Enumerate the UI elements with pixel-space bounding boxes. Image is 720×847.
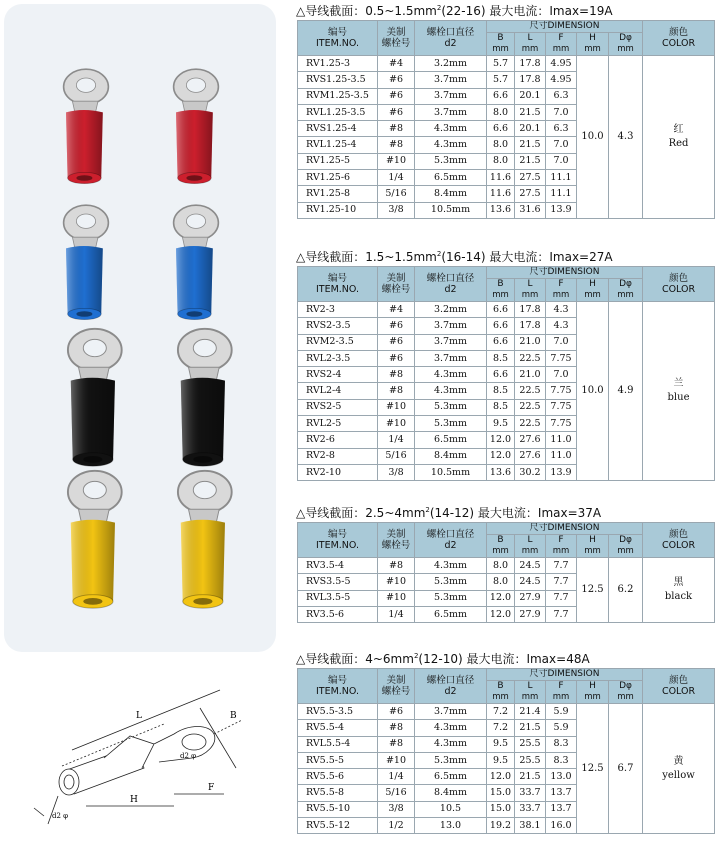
l-value: 21.5 xyxy=(515,137,546,153)
d2-value: 6.5mm xyxy=(415,606,487,622)
blue-terminals-2 xyxy=(152,202,232,322)
f-value: 7.0 xyxy=(546,153,577,169)
header-stud: 美制 螺栓号 xyxy=(378,669,415,704)
b-value: 12.0 xyxy=(487,606,515,622)
title-sup: 2 xyxy=(425,506,430,514)
item-no: RVL2-5 xyxy=(298,416,378,432)
title-prefix: △导线截面：4~6mm xyxy=(296,652,414,666)
b-value: 9.5 xyxy=(487,752,515,768)
title-suffix: (12-10) 最大电流：Imax=48A xyxy=(418,652,590,666)
stud-size: #4 xyxy=(378,302,415,318)
d2-value: 5.3mm xyxy=(415,752,487,768)
item-no: RV2-10 xyxy=(298,464,378,480)
d2-value: 10.5mm xyxy=(415,202,487,218)
b-value: 7.2 xyxy=(487,704,515,720)
f-value: 13.7 xyxy=(546,801,577,817)
d2-value: 3.7mm xyxy=(415,72,487,88)
b-value: 13.6 xyxy=(487,464,515,480)
item-no: RV1.25-6 xyxy=(298,170,378,186)
header-l: L mm xyxy=(515,279,546,302)
title-sup: 2 xyxy=(436,4,442,12)
h-value: 12.5 xyxy=(577,704,609,834)
stud-size: 5/16 xyxy=(378,448,415,464)
stud-size: 3/8 xyxy=(378,202,415,218)
d2-value: 4.3mm xyxy=(415,121,487,137)
d2-value: 10.5mm xyxy=(415,464,487,480)
f-value: 4.3 xyxy=(546,318,577,334)
b-value: 6.6 xyxy=(487,88,515,104)
d-value: 6.7 xyxy=(609,704,643,834)
item-no: RV1.25-5 xyxy=(298,153,378,169)
f-value: 13.7 xyxy=(546,785,577,801)
b-value: 6.6 xyxy=(487,367,515,383)
stud-size: #6 xyxy=(378,88,415,104)
section-title xyxy=(296,248,613,265)
b-value: 6.6 xyxy=(487,318,515,334)
stud-size: #10 xyxy=(378,574,415,590)
color-cell xyxy=(643,56,715,219)
header-item: 编号 ITEM.NO. xyxy=(298,523,378,558)
header-h: H mm xyxy=(577,279,609,302)
item-no: RVM1.25-3.5 xyxy=(298,88,378,104)
b-value: 15.0 xyxy=(487,801,515,817)
d2-value: 3.2mm xyxy=(415,56,487,72)
item-no: RVL2-3.5 xyxy=(298,350,378,366)
d2-value: 3.7mm xyxy=(415,318,487,334)
f-value: 11.1 xyxy=(546,186,577,202)
header-l: L mm xyxy=(515,535,546,558)
item-no: RV3.5-6 xyxy=(298,606,378,622)
f-value: 7.0 xyxy=(546,367,577,383)
spec-table xyxy=(297,266,715,481)
header-item: 编号 ITEM.NO. xyxy=(298,669,378,704)
item-no: RV1.25-8 xyxy=(298,186,378,202)
f-value: 7.0 xyxy=(546,137,577,153)
stud-size: #6 xyxy=(378,704,415,720)
color-cell xyxy=(643,558,715,623)
stud-size: #10 xyxy=(378,590,415,606)
l-value: 21.5 xyxy=(515,104,546,120)
f-value: 7.75 xyxy=(546,383,577,399)
blue-terminals-1 xyxy=(42,202,122,322)
title-prefix: △导线截面：2.5~4mm xyxy=(296,506,426,520)
b-value: 8.5 xyxy=(487,383,515,399)
header-f: F mm xyxy=(546,33,577,56)
f-value: 5.9 xyxy=(546,704,577,720)
f-value: 7.75 xyxy=(546,350,577,366)
section-title xyxy=(296,2,613,19)
yellow-terminals-2 xyxy=(152,464,248,614)
title-prefix: △导线截面：1.5~1.5mm xyxy=(296,250,437,264)
table-row xyxy=(298,302,715,318)
stud-size: #10 xyxy=(378,416,415,432)
dimension-diagram xyxy=(4,676,276,842)
stud-size: 1/4 xyxy=(378,606,415,622)
b-value: 8.0 xyxy=(487,104,515,120)
title-suffix: (22-16) 最大电流：Imax=19A xyxy=(441,4,613,18)
header-d2: 螺栓口直径 d2 xyxy=(415,523,487,558)
header-d2: 螺栓口直径 d2 xyxy=(415,267,487,302)
item-no: RV5.5-5 xyxy=(298,752,378,768)
header-color: 颜色 COLOR xyxy=(643,523,715,558)
header-dphi: Dφ mm xyxy=(609,681,643,704)
l-value: 22.5 xyxy=(515,416,546,432)
f-value: 7.7 xyxy=(546,590,577,606)
l-value: 38.1 xyxy=(515,818,546,834)
l-value: 21.5 xyxy=(515,720,546,736)
b-value: 6.6 xyxy=(487,334,515,350)
item-no: RVS2-3.5 xyxy=(298,318,378,334)
color-cell xyxy=(643,704,715,834)
header-dimension: 尺寸DIMENSION xyxy=(487,523,643,535)
l-value: 24.5 xyxy=(515,574,546,590)
d-value: 4.3 xyxy=(609,56,643,219)
color-en: yellow xyxy=(662,769,695,781)
black-terminals-2 xyxy=(152,322,248,472)
product-photo-panel xyxy=(4,4,276,652)
item-no: RV5.5-12 xyxy=(298,818,378,834)
table-row xyxy=(298,558,715,574)
b-value: 12.0 xyxy=(487,432,515,448)
stud-size: 1/4 xyxy=(378,769,415,785)
f-value: 11.0 xyxy=(546,432,577,448)
stud-size: 3/8 xyxy=(378,801,415,817)
l-value: 25.5 xyxy=(515,752,546,768)
d2-value: 10.5 xyxy=(415,801,487,817)
f-value: 11.1 xyxy=(546,170,577,186)
title-prefix: △导线截面：0.5~1.5mm xyxy=(296,4,437,18)
f-value: 7.0 xyxy=(546,104,577,120)
header-d2: 螺栓口直径 d2 xyxy=(415,21,487,56)
stud-size: #10 xyxy=(378,153,415,169)
header-item: 编号 ITEM.NO. xyxy=(298,21,378,56)
b-value: 8.0 xyxy=(487,558,515,574)
item-no: RV5.5-8 xyxy=(298,785,378,801)
label-h: H xyxy=(130,795,138,805)
header-color: 颜色 COLOR xyxy=(643,267,715,302)
red-terminals-2 xyxy=(152,66,232,186)
f-value: 11.0 xyxy=(546,448,577,464)
d2-value: 3.7mm xyxy=(415,704,487,720)
b-value: 9.5 xyxy=(487,416,515,432)
f-value: 4.95 xyxy=(546,72,577,88)
f-value: 7.7 xyxy=(546,606,577,622)
title-sup: 2 xyxy=(436,250,442,258)
b-value: 8.0 xyxy=(487,137,515,153)
l-value: 24.5 xyxy=(515,558,546,574)
label-f: F xyxy=(208,783,215,793)
l-value: 21.4 xyxy=(515,704,546,720)
table-row xyxy=(298,704,715,720)
f-value: 13.9 xyxy=(546,464,577,480)
stud-size: #8 xyxy=(378,121,415,137)
stud-size: #6 xyxy=(378,334,415,350)
header-dphi: Dφ mm xyxy=(609,535,643,558)
l-value: 33.7 xyxy=(515,801,546,817)
color-cn: 黑 xyxy=(673,577,684,589)
item-no: RVL5.5-4 xyxy=(298,736,378,752)
stud-size: #4 xyxy=(378,56,415,72)
item-no: RV5.5-10 xyxy=(298,801,378,817)
f-value: 16.0 xyxy=(546,818,577,834)
stud-size: 1/2 xyxy=(378,818,415,834)
item-no: RVS3.5-5 xyxy=(298,574,378,590)
header-item: 编号 ITEM.NO. xyxy=(298,267,378,302)
d2-value: 5.3mm xyxy=(415,590,487,606)
d2-value: 5.3mm xyxy=(415,399,487,415)
l-value: 27.9 xyxy=(515,606,546,622)
item-no: RVM2-3.5 xyxy=(298,334,378,350)
b-value: 8.5 xyxy=(487,350,515,366)
header-b: B mm xyxy=(487,279,515,302)
stud-size: #10 xyxy=(378,399,415,415)
l-value: 21.5 xyxy=(515,153,546,169)
item-no: RVL2-4 xyxy=(298,383,378,399)
section-title xyxy=(296,650,590,667)
header-h: H mm xyxy=(577,681,609,704)
l-value: 17.8 xyxy=(515,72,546,88)
b-value: 8.0 xyxy=(487,153,515,169)
f-value: 7.75 xyxy=(546,416,577,432)
b-value: 12.0 xyxy=(487,590,515,606)
label-dphi: d2 φ xyxy=(52,812,69,820)
d2-value: 6.5mm xyxy=(415,769,487,785)
stud-size: 5/16 xyxy=(378,186,415,202)
d2-value: 5.3mm xyxy=(415,574,487,590)
l-value: 27.5 xyxy=(515,170,546,186)
l-value: 22.5 xyxy=(515,399,546,415)
section-title xyxy=(296,504,601,521)
b-value: 11.6 xyxy=(487,170,515,186)
color-en: Red xyxy=(668,137,689,149)
b-value: 13.6 xyxy=(487,202,515,218)
item-no: RVL1.25-3.5 xyxy=(298,104,378,120)
b-value: 6.6 xyxy=(487,121,515,137)
title-suffix: (14-12) 最大电流：Imax=37A xyxy=(429,506,602,520)
color-en: blue xyxy=(667,392,690,404)
header-f: F mm xyxy=(546,279,577,302)
b-value: 7.2 xyxy=(487,720,515,736)
yellow-terminals-1 xyxy=(42,464,138,614)
color-en: black xyxy=(664,591,693,603)
header-dphi: Dφ mm xyxy=(609,33,643,56)
d2-value: 8.4mm xyxy=(415,785,487,801)
b-value: 5.7 xyxy=(487,72,515,88)
label-b: B xyxy=(230,711,237,721)
stud-size: #8 xyxy=(378,736,415,752)
d2-value: 5.3mm xyxy=(415,153,487,169)
f-value: 7.0 xyxy=(546,334,577,350)
header-dimension: 尺寸DIMENSION xyxy=(487,267,643,279)
header-l: L mm xyxy=(515,33,546,56)
header-dimension: 尺寸DIMENSION xyxy=(487,669,643,681)
l-value: 22.5 xyxy=(515,383,546,399)
item-no: RVS1.25-3.5 xyxy=(298,72,378,88)
b-value: 8.0 xyxy=(487,574,515,590)
spec-table xyxy=(297,20,715,219)
title-sup: 2 xyxy=(413,652,419,660)
spec-table xyxy=(297,668,715,834)
d2-value: 4.3mm xyxy=(415,558,487,574)
d2-value: 3.7mm xyxy=(415,104,487,120)
b-value: 12.0 xyxy=(487,769,515,785)
h-value: 12.5 xyxy=(577,558,609,623)
f-value: 6.3 xyxy=(546,88,577,104)
l-value: 17.8 xyxy=(515,318,546,334)
l-value: 20.1 xyxy=(515,88,546,104)
f-value: 4.3 xyxy=(546,302,577,318)
label-d2: d2 φ xyxy=(180,752,197,760)
b-value: 9.5 xyxy=(487,736,515,752)
spec-table xyxy=(297,522,715,623)
l-value: 27.6 xyxy=(515,432,546,448)
d-value: 4.9 xyxy=(609,302,643,481)
f-value: 7.75 xyxy=(546,399,577,415)
item-no: RV3.5-4 xyxy=(298,558,378,574)
l-value: 30.2 xyxy=(515,464,546,480)
l-value: 20.1 xyxy=(515,121,546,137)
header-color: 颜色 COLOR xyxy=(643,21,715,56)
header-dimension: 尺寸DIMENSION xyxy=(487,21,643,33)
b-value: 12.0 xyxy=(487,448,515,464)
header-h: H mm xyxy=(577,33,609,56)
f-value: 5.9 xyxy=(546,720,577,736)
item-no: RV5.5-3.5 xyxy=(298,704,378,720)
header-l: L mm xyxy=(515,681,546,704)
b-value: 6.6 xyxy=(487,302,515,318)
d2-value: 4.3mm xyxy=(415,736,487,752)
b-value: 15.0 xyxy=(487,785,515,801)
black-terminals-1 xyxy=(42,322,138,472)
stud-size: #10 xyxy=(378,752,415,768)
header-b: B mm xyxy=(487,535,515,558)
label-l: L xyxy=(136,711,142,721)
l-value: 25.5 xyxy=(515,736,546,752)
d2-value: 4.3mm xyxy=(415,137,487,153)
h-value: 10.0 xyxy=(577,56,609,219)
d2-value: 4.3mm xyxy=(415,367,487,383)
f-value: 8.3 xyxy=(546,752,577,768)
d2-value: 8.4mm xyxy=(415,186,487,202)
item-no: RV1.25-3 xyxy=(298,56,378,72)
l-value: 17.8 xyxy=(515,302,546,318)
h-value: 10.0 xyxy=(577,302,609,481)
header-color: 颜色 COLOR xyxy=(643,669,715,704)
item-no: RV2-6 xyxy=(298,432,378,448)
f-value: 6.3 xyxy=(546,121,577,137)
item-no: RVL3.5-5 xyxy=(298,590,378,606)
table-row xyxy=(298,56,715,72)
color-cell xyxy=(643,302,715,481)
header-dphi: Dφ mm xyxy=(609,279,643,302)
d2-value: 3.7mm xyxy=(415,350,487,366)
item-no: RVL1.25-4 xyxy=(298,137,378,153)
f-value: 4.95 xyxy=(546,56,577,72)
l-value: 27.6 xyxy=(515,448,546,464)
stud-size: 1/4 xyxy=(378,170,415,186)
header-f: F mm xyxy=(546,681,577,704)
header-f: F mm xyxy=(546,535,577,558)
d2-value: 8.4mm xyxy=(415,448,487,464)
b-value: 5.7 xyxy=(487,56,515,72)
item-no: RV5.5-6 xyxy=(298,769,378,785)
header-b: B mm xyxy=(487,681,515,704)
header-h: H mm xyxy=(577,535,609,558)
b-value: 8.5 xyxy=(487,399,515,415)
item-no: RV5.5-4 xyxy=(298,720,378,736)
stud-size: #8 xyxy=(378,720,415,736)
item-no: RV2-3 xyxy=(298,302,378,318)
color-cn: 兰 xyxy=(673,378,684,390)
l-value: 31.6 xyxy=(515,202,546,218)
l-value: 21.5 xyxy=(515,769,546,785)
l-value: 17.8 xyxy=(515,56,546,72)
d-value: 6.2 xyxy=(609,558,643,623)
l-value: 22.5 xyxy=(515,350,546,366)
color-cn: 红 xyxy=(673,123,684,135)
l-value: 21.0 xyxy=(515,334,546,350)
stud-size: #6 xyxy=(378,104,415,120)
stud-size: 1/4 xyxy=(378,432,415,448)
color-cn: 黄 xyxy=(673,755,684,767)
b-value: 11.6 xyxy=(487,186,515,202)
l-value: 21.0 xyxy=(515,367,546,383)
header-d2: 螺栓口直径 d2 xyxy=(415,669,487,704)
f-value: 7.7 xyxy=(546,558,577,574)
l-value: 27.9 xyxy=(515,590,546,606)
stud-size: #8 xyxy=(378,367,415,383)
stud-size: 5/16 xyxy=(378,785,415,801)
stud-size: #8 xyxy=(378,137,415,153)
item-no: RVS2-5 xyxy=(298,399,378,415)
d2-value: 3.2mm xyxy=(415,302,487,318)
stud-size: #6 xyxy=(378,72,415,88)
stud-size: 3/8 xyxy=(378,464,415,480)
title-suffix: (16-14) 最大电流：Imax=27A xyxy=(441,250,613,264)
b-value: 19.2 xyxy=(487,818,515,834)
l-value: 33.7 xyxy=(515,785,546,801)
d2-value: 3.7mm xyxy=(415,88,487,104)
d2-value: 3.7mm xyxy=(415,334,487,350)
d2-value: 5.3mm xyxy=(415,416,487,432)
header-stud: 美制 螺栓号 xyxy=(378,523,415,558)
header-stud: 美制 螺栓号 xyxy=(378,267,415,302)
stud-size: #6 xyxy=(378,350,415,366)
item-no: RV2-8 xyxy=(298,448,378,464)
header-stud: 美制 螺栓号 xyxy=(378,21,415,56)
f-value: 7.7 xyxy=(546,574,577,590)
d2-value: 13.0 xyxy=(415,818,487,834)
l-value: 27.5 xyxy=(515,186,546,202)
red-terminals-1 xyxy=(42,66,122,186)
header-b: B mm xyxy=(487,33,515,56)
d2-value: 4.3mm xyxy=(415,383,487,399)
f-value: 13.0 xyxy=(546,769,577,785)
f-value: 13.9 xyxy=(546,202,577,218)
stud-size: #8 xyxy=(378,558,415,574)
f-value: 8.3 xyxy=(546,736,577,752)
stud-size: #8 xyxy=(378,383,415,399)
item-no: RV1.25-10 xyxy=(298,202,378,218)
d2-value: 4.3mm xyxy=(415,720,487,736)
d2-value: 6.5mm xyxy=(415,432,487,448)
stud-size: #6 xyxy=(378,318,415,334)
item-no: RVS2-4 xyxy=(298,367,378,383)
d2-value: 6.5mm xyxy=(415,170,487,186)
item-no: RVS1.25-4 xyxy=(298,121,378,137)
